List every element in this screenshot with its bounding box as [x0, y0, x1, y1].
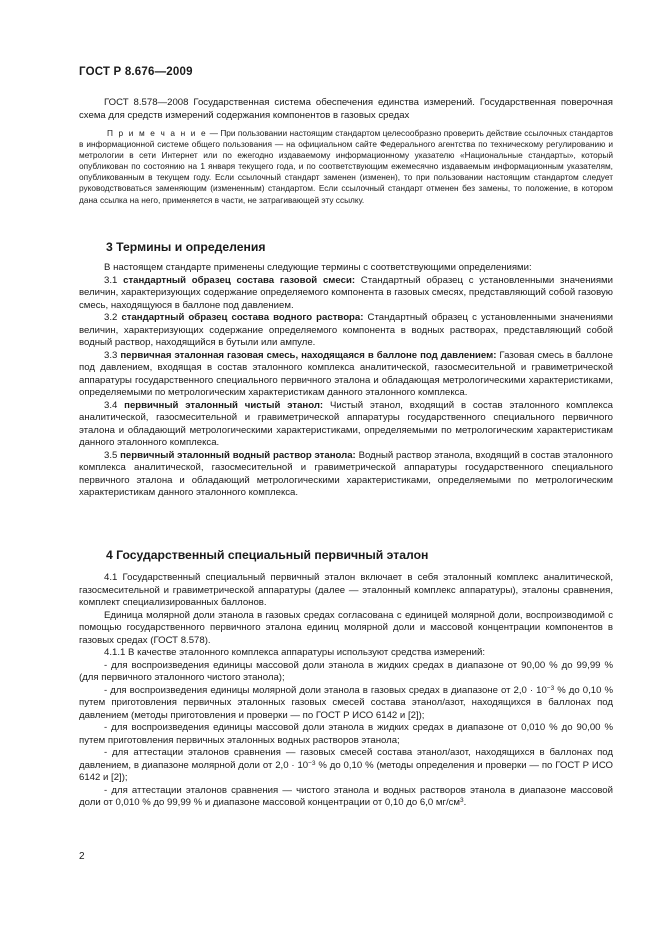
page-header-title: ГОСТ Р 8.676—2009: [79, 66, 193, 78]
term-definition: Водный раствор этанола, входящий в состав эталонного комплекса аналитической, газосмесительной и гравиметрической аппаратуры государственного специального первичного эталона и обладающий метрологическими характеристиками, определяемыми по метрологическим характеристикам данного эталонного комплекса.: [79, 449, 613, 498]
term-3-3: 3.3 первичная эталонная газовая смесь, находящаяся в баллоне под давлением: Газовая смесь в баллоне под давлением, входящая в состав эталонного комплекса аналитической, газосмесительной и гравиметрической аппаратуры государственного специального первичного эталона и обладающая метрологическими характеристиками, определяемыми по метрологическим характеристикам данного эталонного комплекса.: [79, 349, 613, 398]
normative-reference: [79, 97, 613, 122]
note-label: П р и м е ч а н и е: [107, 128, 208, 138]
term-definition: Газовая смесь в баллоне под давлением, входящая в состав эталонного комплекса аналитической, газосмесительной и гравиметрической аппаратуры государственного специального первичного эталона и обладающая метрологическими характеристиками, определяемыми по метрологическим характеристикам данного эталонного комплекса.: [79, 349, 613, 398]
term-name: первичный эталонный чистый этанол:: [124, 399, 324, 411]
term-name: стандартный образец состава газовой смеси:: [123, 274, 356, 286]
section-3-heading: 3 Термины и определения: [106, 240, 266, 254]
list-item: - для воспроизведения единицы массовой доли этанола в жидких средах в диапазоне от 90,00 % до 99,99 % (для первичного эталонного чистого этанола);: [79, 659, 613, 683]
paragraph-4-1: 4.1 Государственный специальный первичный эталон включает в себя эталонный комплекс аналитической, газосмесительной и гравиметрической аппаратуры (далее — эталонный комплекс аппаратуры), эталоны сравнения, комплект специализированных баллонов.: [79, 572, 613, 608]
note-text: — При пользовании настоящим стандартом целесообразно проверить действие ссылочных стандартов в информационной системе общего пользования — на официальном сайте Федерального агентства по техническому регулированию и метрологии в сети Интернет или по ежегодно издаваемому информационному указателю «Национальные стандарты», который опубликован по состоянию на 1 января текущего года, и по соответствующим ежемесячно издаваемым информационным указателям, опубликованным в текущем году. Если ссылочный стандарт заменен (изменен), то при пользовании настоящим стандартом следует руководствоваться заменяющим (измененным) стандартом. Если ссылочный стандарт отменен без замены, то положение, в котором дана ссылка на него, применяется в части, не затрагивающей эту ссылку.: [79, 128, 613, 205]
term-name: стандартный образец состава водного раствора:: [121, 312, 364, 323]
term-definition: Стандартный образец с установленными значениями величин, характеризующих содержание определяемого компонента в водных растворах, представляющий собой водный раствор, находящийся в бутыли или ампуле.: [79, 312, 614, 348]
section-3-intro: В настоящем стандарте применены следующие термины с соответствующими определениями:: [104, 262, 532, 273]
list-item: - для воспроизведения единицы молярной доли этанола в газовых средах в диапазоне от $2,0 \cdot 10^{-3}$ % до 0,10 % путем приготовления первичных эталонных газовых смесей состава этанол/азот, находящихся в баллонах под давлением (методы приготовления и проверки — по ГОСТ Р ИСО 6142 и [2]);: [79, 684, 613, 721]
note-block: [79, 128, 613, 206]
list-item: - для аттестации эталонов сравнения — газовых смесей состава этанол/азот, находящихся в баллонах под давлением, в диапазоне молярной доли от $2,0 \cdot 10^{-3}$ % до 0,10 % (методы определения и проверки — по ГОСТ Р ИСО 6142 и [2]);: [79, 747, 613, 783]
term-3-5: 3.5 первичный эталонный водный раствор этанола: Водный раствор этанола, входящий в состав эталонного комплекса аналитической, газосмесительной и гравиметрической аппаратуры государственного специального первичного эталона и обладающий метрологическими характеристиками, определяемыми по метрологическим характеристикам данного эталонного комплекса.: [79, 449, 613, 498]
term-3-2: 3.2 стандартный образец состава водного раствора: Стандартный образец с установленными значениями величин, характеризующих содержание определяемого компонента в водных растворах, представляющий собой водный раствор, находящийся в бутыли или ампуле.: [79, 312, 614, 348]
section-3-body: [79, 262, 613, 500]
page-number: 2: [79, 851, 85, 862]
reference-gost-8-578: ГОСТ 8.578—2008 Государственная система обеспечения единства измерений. Государственная поверочная схема для средств измерений содержания компонентов в газовых средах: [79, 97, 613, 121]
paragraph-unit-agreement: Единица молярной доли этанола в газовых средах согласована с единицей молярной доли, воспроизводимой с помощью государственного первичного эталона единиц молярной доли и массовой концентрации компонентов в газовых средах (ГОСТ 8.578).: [79, 609, 613, 646]
term-name: первичный эталонный водный раствор этанола:: [120, 449, 356, 461]
term-3-1: 3.1 стандартный образец состава газовой смеси: Стандартный образец с установленными значениями величин, характеризующих содержание определяемого компонента в газовых смесях, представляющий собой газовую смесь, находящуюся в баллоне под давлением.: [79, 274, 613, 311]
section-4-body: [79, 572, 613, 810]
term-definition: Чистый этанол, входящий в состав эталонного комплекса аналитической, газосмесительной и гравиметрической аппаратуры государственного специального первичного эталона и обладающий метрологическими характеристиками, определяемыми по метрологическим характеристикам данного эталонного комплекса.: [79, 399, 613, 448]
term-3-4: 3.4 первичный эталонный чистый этанол: Чистый этанол, входящий в состав эталонного комплекса аналитической, газосмесительной и гравиметрической аппаратуры государственного специального первичного эталона и обладающий метрологическими характеристиками, определяемыми по метрологическим характеристикам данного эталонного комплекса.: [79, 399, 613, 448]
section-4-heading: 4 Государственный специальный первичный эталон: [106, 548, 429, 562]
list-item: - для воспроизведения единицы массовой доли этанола в жидких средах в диапазоне от 0,010 % до 90,00 % путем приготовления первичных эталонных водных растворов этанола;: [79, 722, 613, 746]
term-definition: Стандартный образец с установленными значениями величин, характеризующих содержание определяемого компонента в газовых смесях, представляющий собой газовую смесь, находящуюся в баллоне под давлением.: [79, 274, 613, 311]
paragraph-4-1-1: 4.1.1 В качестве эталонного комплекса аппаратуры используют средства измерений:: [104, 647, 486, 658]
list-item: - для аттестации эталонов сравнения — чистого этанола и водных растворов этанола в диапазоне массовой доли от 0,010 % до 99,99 % и диапазоне массовой концентрации от 0,10 до 6,0 $мг/см^3$.: [79, 784, 613, 808]
term-name: первичная эталонная газовая смесь, находящаяся в баллоне под давлением:: [120, 349, 497, 361]
